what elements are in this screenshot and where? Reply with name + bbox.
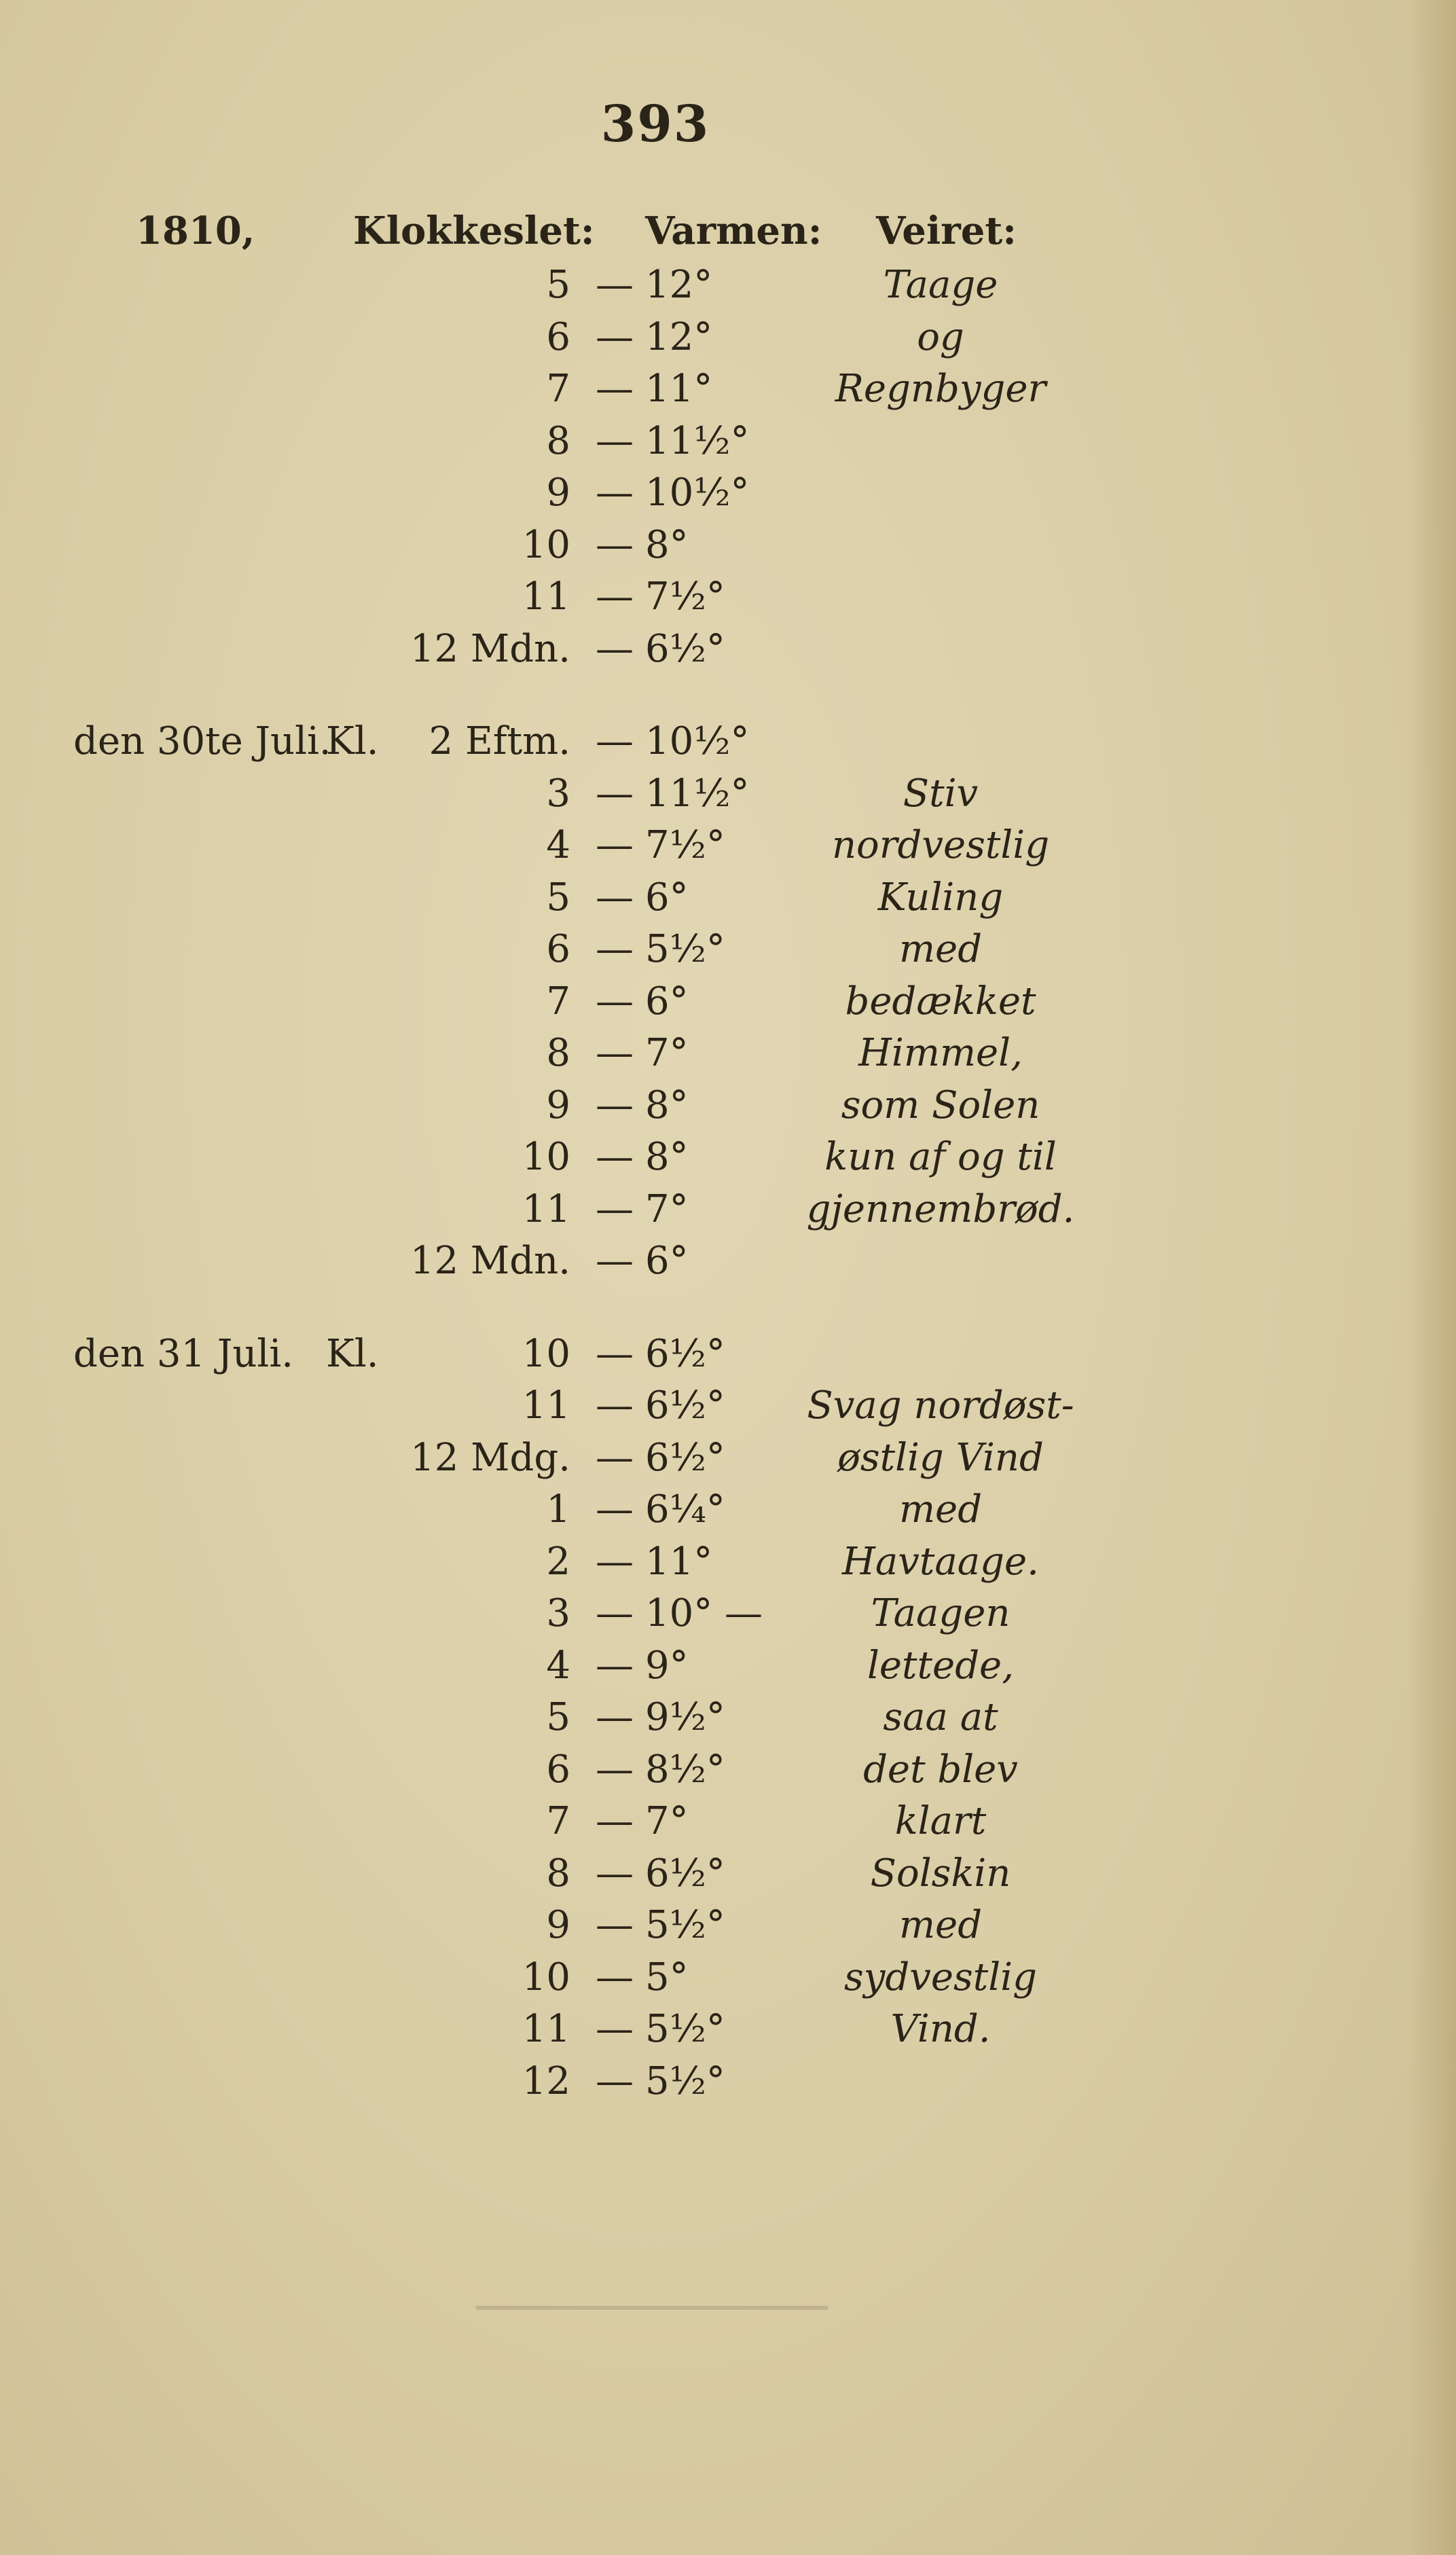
row-hour: 3 xyxy=(546,1591,570,1635)
row-temperature: 5½° xyxy=(645,2059,725,2103)
table-row xyxy=(0,570,1456,624)
row-dash: — xyxy=(596,522,634,567)
weather-header: Veiret: xyxy=(876,209,1017,253)
row-weather: klart xyxy=(894,1799,987,1843)
row-temperature: 10° — xyxy=(645,1591,763,1635)
row-weather: lettede, xyxy=(867,1643,1014,1688)
table-row xyxy=(0,871,1456,925)
row-hour: 10 xyxy=(522,1331,570,1376)
row-hour: 2 xyxy=(546,1539,570,1584)
table-row xyxy=(0,1379,1456,1433)
row-hour: 4 xyxy=(546,823,570,867)
table-row xyxy=(0,714,1456,769)
row-hour: 6 xyxy=(546,314,570,359)
table-row xyxy=(0,1690,1456,1745)
row-weather: Taagen xyxy=(871,1591,1011,1635)
row-temperature: 11° xyxy=(645,1539,713,1584)
row-dash: — xyxy=(596,1239,634,1283)
row-temperature: 9½° xyxy=(645,1695,725,1739)
table-row xyxy=(0,1431,1456,1485)
row-hour: 7 xyxy=(546,1799,570,1843)
table-row xyxy=(0,466,1456,520)
row-dash: — xyxy=(596,823,634,867)
row-weather: kun af og til xyxy=(824,1135,1057,1179)
row-temperature: 5° xyxy=(645,1955,689,1999)
table-row xyxy=(0,1587,1456,1641)
table-row xyxy=(0,1483,1456,1537)
row-weather: med xyxy=(898,1487,983,1532)
row-dash: — xyxy=(596,1435,634,1480)
table-row xyxy=(0,1847,1456,1901)
row-hour: 8 xyxy=(546,1851,570,1896)
row-weather: Himmel, xyxy=(858,1031,1023,1075)
table-row xyxy=(0,414,1456,469)
row-hour: 11 xyxy=(522,2007,570,2051)
row-dash: — xyxy=(596,1487,634,1532)
row-weather: med xyxy=(898,1903,983,1947)
row-kl-label: Kl. xyxy=(326,1331,379,1376)
table-row xyxy=(0,518,1456,573)
row-temperature: 7° xyxy=(645,1186,689,1231)
row-dash: — xyxy=(596,927,634,971)
row-temperature: 6½° xyxy=(645,1851,725,1896)
row-dash: — xyxy=(596,418,634,463)
row-temperature: 6° xyxy=(645,979,689,1023)
table-row xyxy=(0,1026,1456,1081)
row-hour: 5 xyxy=(546,263,570,307)
row-weather: Vind. xyxy=(890,2007,991,2051)
row-temperature: 12° xyxy=(645,314,713,359)
year-label: 1810, xyxy=(136,209,255,253)
row-dash: — xyxy=(596,1747,634,1792)
row-hour: 10 xyxy=(522,522,570,567)
row-hour: 8 xyxy=(546,1031,570,1075)
row-temperature: 6½° xyxy=(645,1383,725,1428)
row-temperature: 6¼° xyxy=(645,1487,725,1532)
page-number: 393 xyxy=(600,95,710,153)
row-temperature: 5½° xyxy=(645,927,725,971)
row-dash: — xyxy=(596,1591,634,1635)
table-row xyxy=(0,1639,1456,1693)
table-row xyxy=(0,1794,1456,1849)
row-hour: 12 xyxy=(522,2059,570,2103)
row-temperature: 5½° xyxy=(645,2007,725,2051)
row-dash: — xyxy=(596,1955,634,1999)
row-temperature: 8½° xyxy=(645,1747,725,1792)
row-weather: med xyxy=(898,927,983,971)
table-row xyxy=(0,1898,1456,1953)
row-dash: — xyxy=(596,1083,634,1127)
row-temperature: 12° xyxy=(645,263,713,307)
row-temperature: 8° xyxy=(645,522,689,567)
row-temperature: 8° xyxy=(645,1135,689,1179)
table-row xyxy=(0,1234,1456,1288)
table-row xyxy=(0,1743,1456,1797)
row-hour: 1 xyxy=(546,1487,570,1532)
row-weather: Solskin xyxy=(870,1851,1011,1896)
row-weather: Kuling xyxy=(877,875,1004,920)
table-row xyxy=(0,1535,1456,1589)
row-weather: saa at xyxy=(883,1695,998,1739)
row-dash: — xyxy=(596,1186,634,1231)
row-weather: og xyxy=(917,314,964,359)
row-hour: 10 xyxy=(522,1955,570,1999)
clock-header: Klokkeslet: xyxy=(353,209,595,253)
row-temperature: 9° xyxy=(645,1643,689,1688)
row-dash: — xyxy=(596,575,634,619)
row-dash: — xyxy=(596,1383,634,1428)
row-temperature: 11½° xyxy=(645,771,750,816)
row-hour: 6 xyxy=(546,1747,570,1792)
row-temperature: 7½° xyxy=(645,575,725,619)
row-weather: gjennembrød. xyxy=(806,1186,1075,1231)
row-kl-label: Kl. xyxy=(326,719,379,763)
row-hour: 11 xyxy=(522,575,570,619)
row-dash: — xyxy=(596,1695,634,1739)
row-dash: — xyxy=(596,1851,634,1896)
row-hour: 5 xyxy=(546,1695,570,1739)
table-row xyxy=(0,1079,1456,1133)
row-weather: bedækket xyxy=(845,979,1036,1023)
row-temperature: 6° xyxy=(645,875,689,920)
row-hour: 9 xyxy=(546,1083,570,1127)
row-temperature: 7½° xyxy=(645,823,725,867)
row-dash: — xyxy=(596,1135,634,1179)
row-dash: — xyxy=(596,1539,634,1584)
row-hour: 3 xyxy=(546,771,570,816)
row-temperature: 6½° xyxy=(645,626,725,671)
row-dash: — xyxy=(596,719,634,763)
row-date: den 31 Juli. xyxy=(73,1331,294,1376)
row-dash: — xyxy=(596,314,634,359)
row-hour: 9 xyxy=(546,1903,570,1947)
row-hour: 11 xyxy=(522,1383,570,1428)
row-dash: — xyxy=(596,1799,634,1843)
table-row xyxy=(0,2054,1456,2109)
row-dash: — xyxy=(596,875,634,920)
table-header xyxy=(0,204,1456,258)
row-hour: 5 xyxy=(546,875,570,920)
row-hour: 12 Mdg. xyxy=(410,1435,570,1480)
row-weather: som Solen xyxy=(841,1083,1040,1127)
table-row xyxy=(0,922,1456,977)
row-hour: 4 xyxy=(546,1643,570,1688)
row-dash: — xyxy=(596,1643,634,1688)
table-row xyxy=(0,975,1456,1029)
row-weather: Regnbyger xyxy=(835,367,1046,411)
row-weather: sydvestlig xyxy=(844,1955,1037,1999)
table-row xyxy=(0,767,1456,821)
table-row xyxy=(0,1182,1456,1237)
row-temperature: 10½° xyxy=(645,471,750,515)
row-dash: — xyxy=(596,626,634,671)
row-hour: 7 xyxy=(546,979,570,1023)
row-temperature: 11° xyxy=(645,367,713,411)
row-hour: 8 xyxy=(546,418,570,463)
divider-rule xyxy=(475,2306,829,2310)
row-hour: 7 xyxy=(546,367,570,411)
row-dash: — xyxy=(596,979,634,1023)
table-row xyxy=(0,1951,1456,2005)
row-temperature: 11½° xyxy=(645,418,750,463)
table-row xyxy=(0,818,1456,873)
row-temperature: 10½° xyxy=(645,719,750,763)
row-weather: nordvestlig xyxy=(831,823,1050,867)
row-dash: — xyxy=(596,1903,634,1947)
row-dash: — xyxy=(596,2007,634,2051)
row-dash: — xyxy=(596,263,634,307)
row-dash: — xyxy=(596,367,634,411)
row-weather: Taage xyxy=(883,263,998,307)
row-weather: Havtaage. xyxy=(842,1539,1039,1584)
table-row xyxy=(0,1327,1456,1381)
row-dash: — xyxy=(596,1031,634,1075)
row-hour: 10 xyxy=(522,1135,570,1179)
row-hour: 12 Mdn. xyxy=(410,626,570,671)
table-row xyxy=(0,2002,1456,2056)
row-hour: 11 xyxy=(522,1186,570,1231)
row-temperature: 6° xyxy=(645,1239,689,1283)
row-weather: Stiv xyxy=(903,771,979,816)
row-dash: — xyxy=(596,471,634,515)
row-hour: 6 xyxy=(546,927,570,971)
row-date: den 30te Juli. xyxy=(73,719,331,763)
row-temperature: 8° xyxy=(645,1083,689,1127)
row-hour: 9 xyxy=(546,471,570,515)
row-temperature: 5½° xyxy=(645,1903,725,1947)
row-weather: østlig Vind xyxy=(837,1435,1044,1480)
row-temperature: 7° xyxy=(645,1799,689,1843)
row-dash: — xyxy=(596,2059,634,2103)
row-hour: 12 Mdn. xyxy=(410,1239,570,1283)
table-row xyxy=(0,310,1456,365)
row-weather: Svag nordøst- xyxy=(807,1383,1074,1428)
table-row xyxy=(0,362,1456,416)
row-temperature: 6½° xyxy=(645,1435,725,1480)
row-dash: — xyxy=(596,1331,634,1376)
table-row xyxy=(0,258,1456,312)
row-weather: det blev xyxy=(863,1747,1018,1792)
table-row xyxy=(0,1130,1456,1184)
row-dash: — xyxy=(596,771,634,816)
table-row xyxy=(0,622,1456,676)
warmth-header: Varmen: xyxy=(645,209,822,253)
row-temperature: 7° xyxy=(645,1031,689,1075)
row-hour: 2 Eftm. xyxy=(429,719,570,763)
row-temperature: 6½° xyxy=(645,1331,725,1376)
